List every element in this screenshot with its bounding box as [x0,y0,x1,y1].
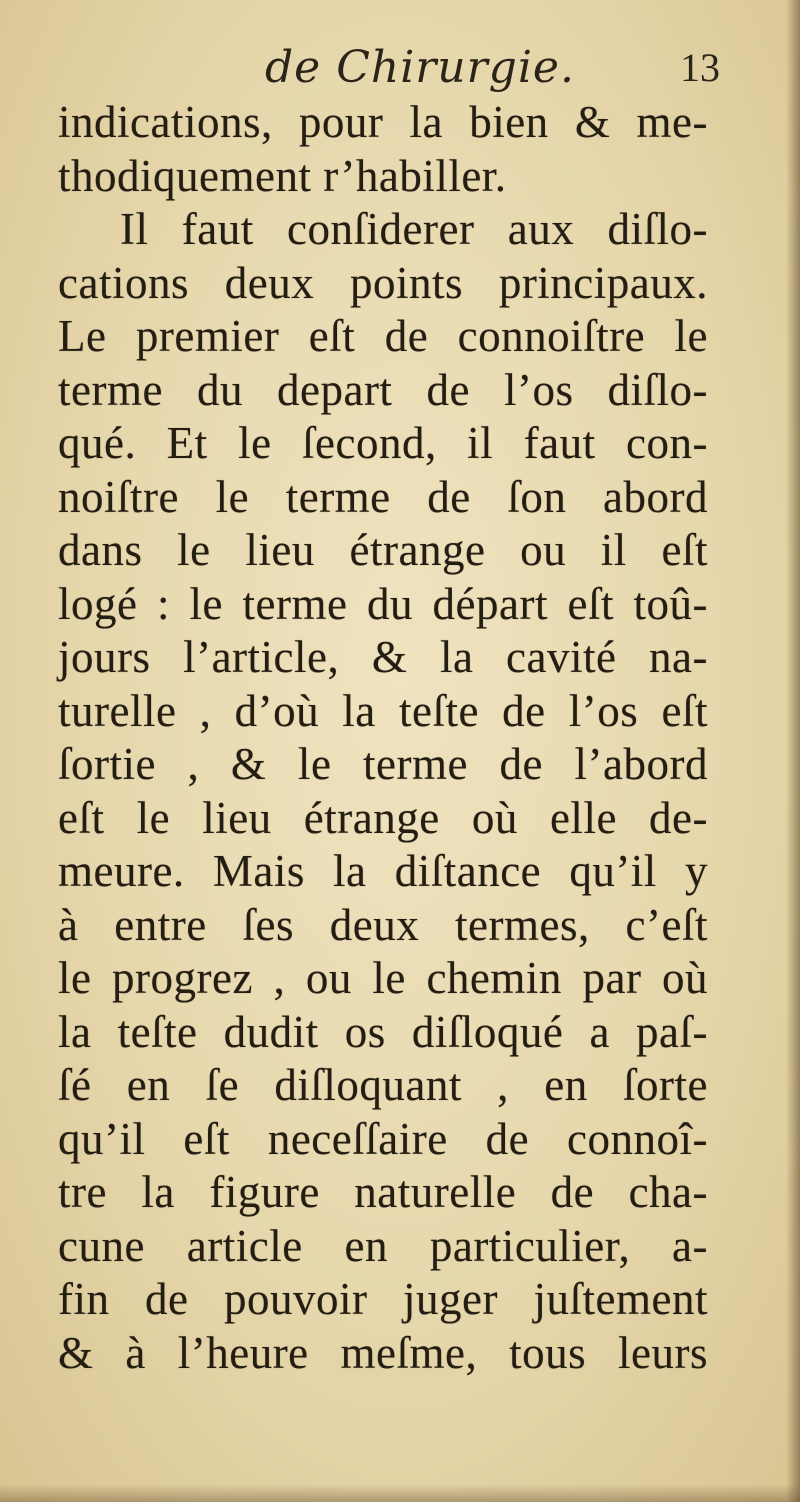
text-line: qu’il eſt neceſſaire de connoî- [58,1113,708,1164]
page-number: 13 [680,45,720,90]
text-line: à entre ſes deux termes, c’eſt [58,899,708,950]
text-line: Il faut conſiderer aux diſlo- [120,204,708,254]
text-line: noiſtre le terme de ſon abord [58,471,708,522]
text-line: thodiquement r’habiller. [58,150,507,201]
body-text [58,96,708,1380]
text-line: logé : le terme du départ eſt toû- [58,578,708,629]
text-line: cations deux points principaux. [58,257,708,308]
page-header [60,38,720,98]
text-line: tre la figure naturelle de cha- [58,1167,708,1217]
text-line: fin de pouvoir juger juſtement [58,1274,708,1324]
text-line: ſortie , & le terme de l’abord [58,739,708,789]
text-line: le progrez , ou le chemin par où [58,953,708,1003]
text-line: la teſte dudit os diſloqué a paſ- [58,1006,708,1057]
text-line: ſé en ſe diſloquant , en ſorte [58,1060,708,1110]
text-line: jours l’article, & la cavité na- [58,632,708,682]
text-line: meure. Mais la diſtance qu’il y [58,846,708,896]
text-line: dans le lieu étrange ou il eſt [58,525,708,575]
running-title: de Chirurgie. [265,42,575,93]
text-line: terme du depart de l’os diſlo- [58,364,708,415]
text-line: turelle , d’où la teſte de l’os eſt [58,685,708,736]
page-bottom-shadow [0,1484,800,1502]
text-line: Le premier eſt de connoiſtre le [58,311,708,361]
text-line: eſt le lieu étrange où elle de- [58,792,708,843]
page-edge-shadow [786,0,800,1502]
text-line: cune article en particulier, a- [58,1220,708,1271]
text-line: qué. Et le ſecond, il faut con- [58,418,708,468]
text-line: indications, pour la bien & me- [58,97,708,147]
text-line: & à l’heure meſme, tous leurs [58,1327,708,1378]
